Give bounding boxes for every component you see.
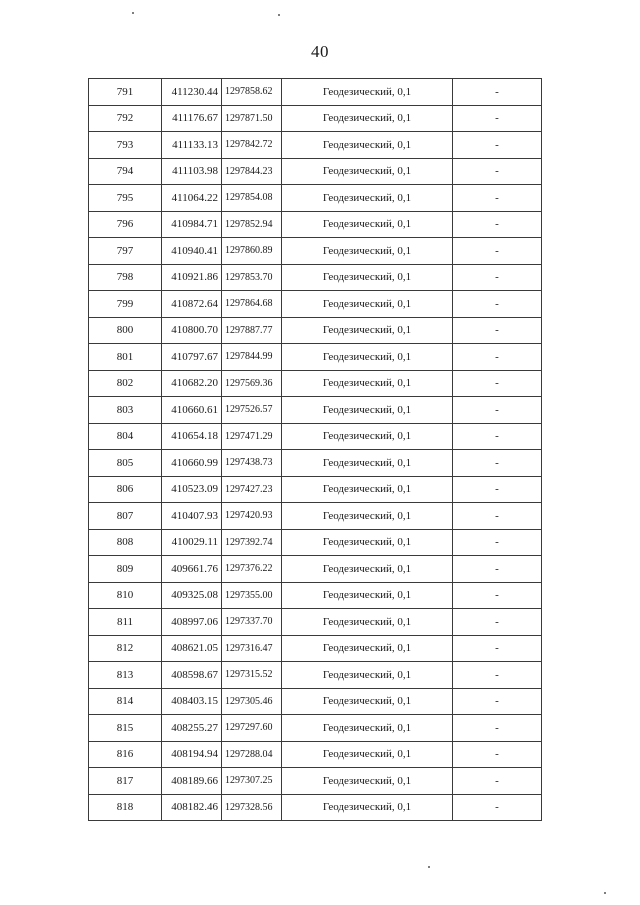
point-number-cell: 816 xyxy=(89,741,162,768)
note-cell: - xyxy=(453,609,542,636)
note-cell: - xyxy=(453,132,542,159)
table-row xyxy=(89,476,542,503)
note-cell: - xyxy=(453,741,542,768)
point-number-cell: 814 xyxy=(89,688,162,715)
note-cell: - xyxy=(453,794,542,821)
x-coordinate-cell: 411133.13 xyxy=(162,132,222,159)
method-accuracy-cell: Геодезический, 0,1 xyxy=(282,423,453,450)
y-coordinate-cell: 1297337.70 xyxy=(222,609,282,636)
method-accuracy-cell: Геодезический, 0,1 xyxy=(282,344,453,371)
point-number-cell: 791 xyxy=(89,79,162,106)
method-accuracy-cell: Геодезический, 0,1 xyxy=(282,635,453,662)
method-accuracy-cell: Геодезический, 0,1 xyxy=(282,211,453,238)
point-number-cell: 795 xyxy=(89,185,162,212)
point-number-cell: 807 xyxy=(89,503,162,530)
x-coordinate-cell: 408598.67 xyxy=(162,662,222,689)
point-number-cell: 805 xyxy=(89,450,162,477)
x-coordinate-cell: 410654.18 xyxy=(162,423,222,450)
x-coordinate-cell: 410682.20 xyxy=(162,370,222,397)
point-number-cell: 802 xyxy=(89,370,162,397)
table-row xyxy=(89,768,542,795)
point-number-cell: 809 xyxy=(89,556,162,583)
method-accuracy-cell: Геодезический, 0,1 xyxy=(282,291,453,318)
x-coordinate-cell: 410660.99 xyxy=(162,450,222,477)
y-coordinate-cell: 1297420.93 xyxy=(222,503,282,530)
x-coordinate-cell: 409325.08 xyxy=(162,582,222,609)
table-row xyxy=(89,529,542,556)
y-coordinate-cell: 1297852.94 xyxy=(222,211,282,238)
note-cell: - xyxy=(453,397,542,424)
table-row xyxy=(89,423,542,450)
table-row xyxy=(89,105,542,132)
point-number-cell: 801 xyxy=(89,344,162,371)
note-cell: - xyxy=(453,211,542,238)
table-row xyxy=(89,317,542,344)
y-coordinate-cell: 1297288.04 xyxy=(222,741,282,768)
y-coordinate-cell: 1297842.72 xyxy=(222,132,282,159)
y-coordinate-cell: 1297887.77 xyxy=(222,317,282,344)
y-coordinate-cell: 1297526.57 xyxy=(222,397,282,424)
note-cell: - xyxy=(453,185,542,212)
note-cell: - xyxy=(453,635,542,662)
method-accuracy-cell: Геодезический, 0,1 xyxy=(282,158,453,185)
method-accuracy-cell: Геодезический, 0,1 xyxy=(282,715,453,742)
note-cell: - xyxy=(453,503,542,530)
method-accuracy-cell: Геодезический, 0,1 xyxy=(282,476,453,503)
table-row xyxy=(89,450,542,477)
table-row xyxy=(89,397,542,424)
scan-speck xyxy=(604,892,606,894)
method-accuracy-cell: Геодезический, 0,1 xyxy=(282,317,453,344)
table-row xyxy=(89,741,542,768)
x-coordinate-cell: 411176.67 xyxy=(162,105,222,132)
point-number-cell: 818 xyxy=(89,794,162,821)
note-cell: - xyxy=(453,317,542,344)
table-row xyxy=(89,132,542,159)
x-coordinate-cell: 411230.44 xyxy=(162,79,222,106)
point-number-cell: 799 xyxy=(89,291,162,318)
note-cell: - xyxy=(453,662,542,689)
method-accuracy-cell: Геодезический, 0,1 xyxy=(282,397,453,424)
note-cell: - xyxy=(453,105,542,132)
x-coordinate-cell: 408189.66 xyxy=(162,768,222,795)
y-coordinate-cell: 1297355.00 xyxy=(222,582,282,609)
x-coordinate-cell: 410940.41 xyxy=(162,238,222,265)
point-number-cell: 796 xyxy=(89,211,162,238)
note-cell: - xyxy=(453,344,542,371)
note-cell: - xyxy=(453,582,542,609)
table-row xyxy=(89,79,542,106)
point-number-cell: 794 xyxy=(89,158,162,185)
y-coordinate-cell: 1297871.50 xyxy=(222,105,282,132)
method-accuracy-cell: Геодезический, 0,1 xyxy=(282,529,453,556)
y-coordinate-cell: 1297864.68 xyxy=(222,291,282,318)
note-cell: - xyxy=(453,158,542,185)
method-accuracy-cell: Геодезический, 0,1 xyxy=(282,450,453,477)
method-accuracy-cell: Геодезический, 0,1 xyxy=(282,370,453,397)
point-number-cell: 815 xyxy=(89,715,162,742)
coordinates-table-body xyxy=(89,79,542,821)
note-cell: - xyxy=(453,370,542,397)
x-coordinate-cell: 410921.86 xyxy=(162,264,222,291)
y-coordinate-cell: 1297853.70 xyxy=(222,264,282,291)
scan-speck xyxy=(132,12,134,14)
scan-speck xyxy=(278,14,280,16)
x-coordinate-cell: 410800.70 xyxy=(162,317,222,344)
x-coordinate-cell: 409661.76 xyxy=(162,556,222,583)
scan-speck xyxy=(428,866,430,868)
point-number-cell: 793 xyxy=(89,132,162,159)
y-coordinate-cell: 1297307.25 xyxy=(222,768,282,795)
point-number-cell: 804 xyxy=(89,423,162,450)
y-coordinate-cell: 1297860.89 xyxy=(222,238,282,265)
point-number-cell: 792 xyxy=(89,105,162,132)
point-number-cell: 810 xyxy=(89,582,162,609)
table-row xyxy=(89,715,542,742)
point-number-cell: 800 xyxy=(89,317,162,344)
table-row xyxy=(89,582,542,609)
method-accuracy-cell: Геодезический, 0,1 xyxy=(282,768,453,795)
y-coordinate-cell: 1297328.56 xyxy=(222,794,282,821)
method-accuracy-cell: Геодезический, 0,1 xyxy=(282,741,453,768)
point-number-cell: 808 xyxy=(89,529,162,556)
y-coordinate-cell: 1297844.99 xyxy=(222,344,282,371)
y-coordinate-cell: 1297392.74 xyxy=(222,529,282,556)
method-accuracy-cell: Геодезический, 0,1 xyxy=(282,264,453,291)
table-row xyxy=(89,158,542,185)
point-number-cell: 798 xyxy=(89,264,162,291)
method-accuracy-cell: Геодезический, 0,1 xyxy=(282,688,453,715)
x-coordinate-cell: 410660.61 xyxy=(162,397,222,424)
method-accuracy-cell: Геодезический, 0,1 xyxy=(282,794,453,821)
x-coordinate-cell: 408194.94 xyxy=(162,741,222,768)
x-coordinate-cell: 408403.15 xyxy=(162,688,222,715)
method-accuracy-cell: Геодезический, 0,1 xyxy=(282,185,453,212)
y-coordinate-cell: 1297569.36 xyxy=(222,370,282,397)
x-coordinate-cell: 410797.67 xyxy=(162,344,222,371)
y-coordinate-cell: 1297854.08 xyxy=(222,185,282,212)
y-coordinate-cell: 1297316.47 xyxy=(222,635,282,662)
method-accuracy-cell: Геодезический, 0,1 xyxy=(282,105,453,132)
table-row xyxy=(89,503,542,530)
point-number-cell: 813 xyxy=(89,662,162,689)
x-coordinate-cell: 410407.93 xyxy=(162,503,222,530)
coordinates-table xyxy=(88,78,542,821)
note-cell: - xyxy=(453,768,542,795)
table-row xyxy=(89,185,542,212)
page-number: 40 xyxy=(311,42,329,61)
y-coordinate-cell: 1297376.22 xyxy=(222,556,282,583)
note-cell: - xyxy=(453,450,542,477)
method-accuracy-cell: Геодезический, 0,1 xyxy=(282,582,453,609)
y-coordinate-cell: 1297471.29 xyxy=(222,423,282,450)
note-cell: - xyxy=(453,79,542,106)
note-cell: - xyxy=(453,291,542,318)
x-coordinate-cell: 410872.64 xyxy=(162,291,222,318)
table-row xyxy=(89,635,542,662)
y-coordinate-cell: 1297305.46 xyxy=(222,688,282,715)
table-row xyxy=(89,291,542,318)
method-accuracy-cell: Геодезический, 0,1 xyxy=(282,238,453,265)
table-row xyxy=(89,370,542,397)
table-row xyxy=(89,556,542,583)
method-accuracy-cell: Геодезический, 0,1 xyxy=(282,503,453,530)
point-number-cell: 812 xyxy=(89,635,162,662)
y-coordinate-cell: 1297427.23 xyxy=(222,476,282,503)
y-coordinate-cell: 1297438.73 xyxy=(222,450,282,477)
x-coordinate-cell: 410029.11 xyxy=(162,529,222,556)
table-row xyxy=(89,264,542,291)
point-number-cell: 797 xyxy=(89,238,162,265)
note-cell: - xyxy=(453,238,542,265)
y-coordinate-cell: 1297844.23 xyxy=(222,158,282,185)
y-coordinate-cell: 1297858.62 xyxy=(222,79,282,106)
table-row xyxy=(89,344,542,371)
y-coordinate-cell: 1297297.60 xyxy=(222,715,282,742)
table-row xyxy=(89,211,542,238)
x-coordinate-cell: 408255.27 xyxy=(162,715,222,742)
point-number-cell: 811 xyxy=(89,609,162,636)
table-row xyxy=(89,794,542,821)
table-row xyxy=(89,662,542,689)
x-coordinate-cell: 410984.71 xyxy=(162,211,222,238)
table-row xyxy=(89,238,542,265)
x-coordinate-cell: 411064.22 xyxy=(162,185,222,212)
table-row xyxy=(89,688,542,715)
point-number-cell: 817 xyxy=(89,768,162,795)
point-number-cell: 803 xyxy=(89,397,162,424)
note-cell: - xyxy=(453,529,542,556)
table-row xyxy=(89,609,542,636)
note-cell: - xyxy=(453,476,542,503)
x-coordinate-cell: 411103.98 xyxy=(162,158,222,185)
x-coordinate-cell: 408182.46 xyxy=(162,794,222,821)
note-cell: - xyxy=(453,423,542,450)
method-accuracy-cell: Геодезический, 0,1 xyxy=(282,132,453,159)
method-accuracy-cell: Геодезический, 0,1 xyxy=(282,609,453,636)
note-cell: - xyxy=(453,715,542,742)
note-cell: - xyxy=(453,688,542,715)
point-number-cell: 806 xyxy=(89,476,162,503)
note-cell: - xyxy=(453,556,542,583)
x-coordinate-cell: 408997.06 xyxy=(162,609,222,636)
method-accuracy-cell: Геодезический, 0,1 xyxy=(282,556,453,583)
note-cell: - xyxy=(453,264,542,291)
method-accuracy-cell: Геодезический, 0,1 xyxy=(282,662,453,689)
x-coordinate-cell: 408621.05 xyxy=(162,635,222,662)
method-accuracy-cell: Геодезический, 0,1 xyxy=(282,79,453,106)
x-coordinate-cell: 410523.09 xyxy=(162,476,222,503)
y-coordinate-cell: 1297315.52 xyxy=(222,662,282,689)
